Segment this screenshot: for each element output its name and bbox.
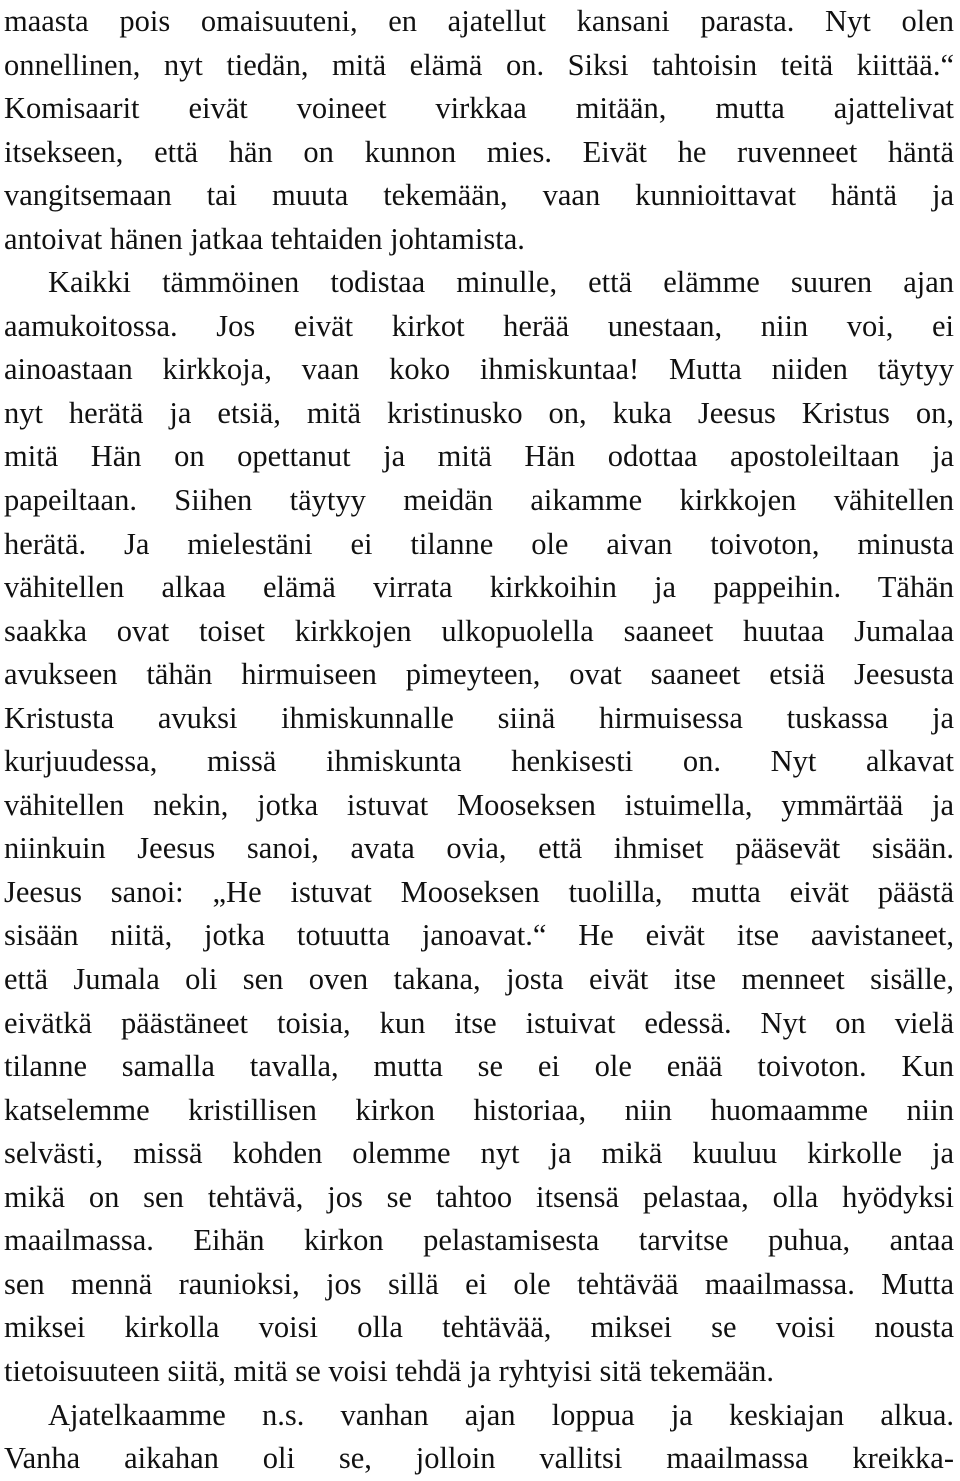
text-line: tietoisuuteen siitä, mitä se voisi tehdä ja ryhtyisi sitä tekemään.: [4, 1353, 774, 1388]
text-line: antoivat hänen jatkaa tehtaiden johtamista.: [4, 221, 525, 256]
text-line: sisään niitä, jotka totuutta janoavat.“ He eivät itse aavistaneet,: [4, 918, 954, 953]
text-line: saakka ovat toiset kirkkojen ulkopuolella saaneet huutaa Jumalaa: [4, 613, 954, 648]
text-line: eivätkä päästäneet toisia, kun itse istuivat edessä. Nyt on vielä: [4, 1005, 954, 1040]
text-line: onnellinen, nyt tiedän, mitä elämä on. Siksi tahtoisin teitä kiittää.“: [4, 47, 954, 82]
text-line: vähitellen nekin, jotka istuvat Mooseksen istuimella, ymmärtää ja: [4, 787, 954, 822]
text-line: kurjuudessa, missä ihmiskunta henkisesti on. Nyt alkavat: [4, 744, 954, 779]
text-line: selvästi, missä kohden olemme nyt ja mikä kuuluu kirkolle ja: [4, 1136, 954, 1171]
text-line: Jeesus sanoi: „He istuvat Mooseksen tuolilla, mutta eivät päästä: [4, 874, 954, 909]
text-line: itsekseen, että hän on kunnon mies. Eivät he ruvenneet häntä: [4, 134, 954, 169]
text-line: Vanha aikahan oli se, jolloin vallitsi maailmassa kreikka-: [4, 1441, 954, 1476]
text-line: sen mennä raunioksi, jos sillä ei ole tehtävää maailmassa. Mutta: [4, 1266, 954, 1301]
text-line: mitä Hän on opettanut ja mitä Hän odottaa apostoleiltaan ja: [4, 439, 954, 474]
text-line: että Jumala oli sen oven takana, josta eivät itse menneet sisälle,: [4, 962, 954, 997]
text-line: herätä. Ja mielestäni ei tilanne ole aivan toivoton, minusta: [4, 526, 954, 561]
text-line: vähitellen alkaa elämä virrata kirkkoihin ja pappeihin. Tähän: [4, 570, 954, 605]
text-line: maailmassa. Eihän kirkon pelastamisesta tarvitse puhua, antaa: [4, 1223, 954, 1258]
text-line: maasta pois omaisuuteni, en ajatellut kansani parasta. Nyt olen: [4, 4, 954, 38]
text-line: katselemme kristillisen kirkon historiaa, niin huomaamme niin: [4, 1092, 954, 1127]
text-line: vangitsemaan tai muuta tekemään, vaan kunnioittavat häntä ja: [4, 178, 954, 213]
document-page: [4, 0, 954, 1481]
text-line: Kristusta avuksi ihmiskunnalle siinä hirmuisessa tuskassa ja: [4, 700, 954, 735]
text-line: ainoastaan kirkkoja, vaan koko ihmiskuntaa! Mutta niiden täytyy: [4, 352, 954, 387]
text-line: tilanne samalla tavalla, mutta se ei ole enää toivoton. Kun: [4, 1049, 954, 1084]
text-line: mikä on sen tehtävä, jos se tahtoo itsensä pelastaa, olla hyödyksi: [4, 1179, 954, 1214]
text-line: niinkuin Jeesus sanoi, avata ovia, että ihmiset pääsevät sisään.: [4, 831, 954, 866]
text-line: nyt herätä ja etsiä, mitä kristinusko on, kuka Jeesus Kristus on,: [4, 395, 954, 430]
text-line: papeiltaan. Siihen täytyy meidän aikamme kirkkojen vähitellen: [4, 483, 954, 518]
text-line: Komisaarit eivät voineet virkkaa mitään, mutta ajattelivat: [4, 91, 954, 126]
text-line: Kaikki tämmöinen todistaa minulle, että elämme suuren ajan: [48, 265, 954, 300]
text-line: miksei kirkolla voisi olla tehtävää, miksei se voisi nousta: [4, 1310, 954, 1345]
text-line: Ajatelkaamme n.s. vanhan ajan loppua ja keskiajan alkua.: [48, 1397, 954, 1432]
text-line: avukseen tähän hirmuiseen pimeyteen, ovat saaneet etsiä Jeesusta: [4, 657, 954, 692]
text-line: aamukoitossa. Jos eivät kirkot herää unestaan, niin voi, ei: [4, 308, 954, 343]
